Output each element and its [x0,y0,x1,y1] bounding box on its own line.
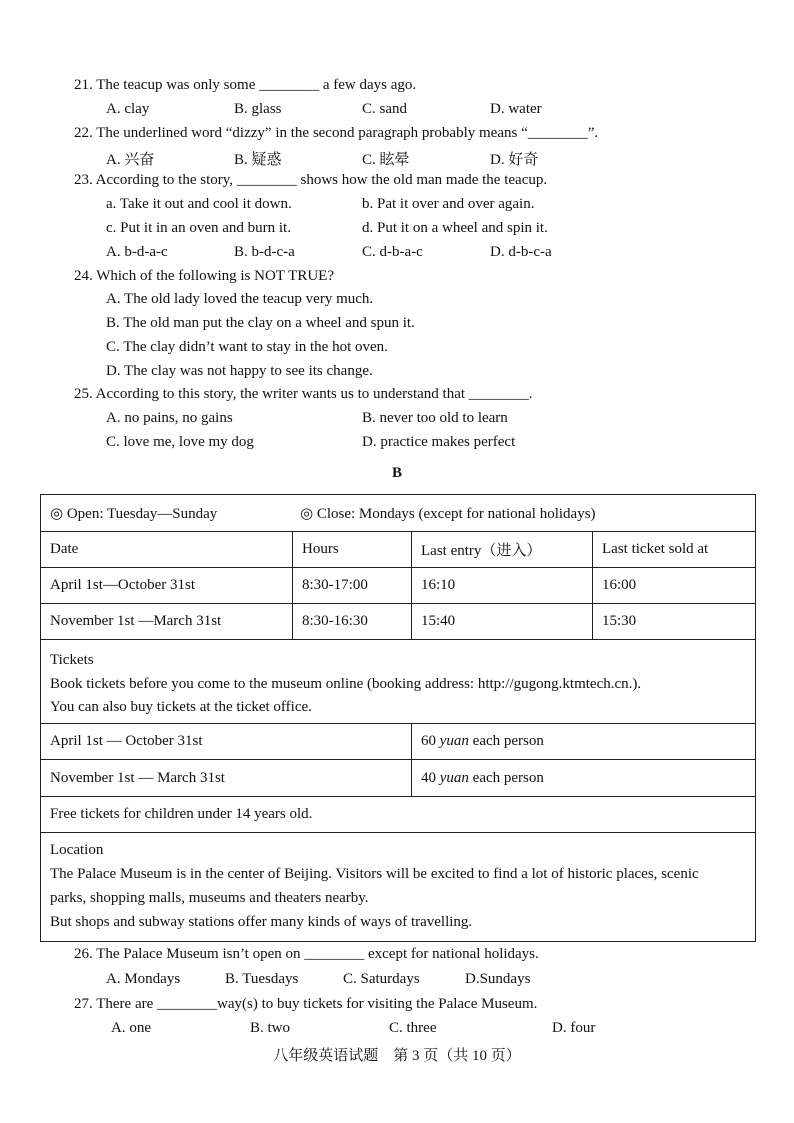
q23-option-b: B. b-d-c-a [234,244,295,260]
q23-step-d: d. Put it on a wheel and spin it. [362,220,548,236]
q24-option-c: C. The clay didn’t want to stay in the hot oven. [106,339,388,355]
q27-option-d: D. four [552,1020,596,1036]
question-26-stem: 26. The Palace Museum isn’t open on ________ except for national holidays. [74,946,539,962]
q26-option-a: A. Mondays [106,971,181,987]
q25-option-b: B. never too old to learn [362,410,508,426]
open-days: ◎ Open: Tuesday—Sunday [50,505,218,522]
price-unit: yuan [439,733,469,749]
q24-option-d: D. The clay was not happy to see its change. [106,363,373,379]
location-text-2: parks, shopping malls, museums and theaters nearby. [50,890,369,906]
row-hours: 8:30-17:00 [292,568,411,603]
row-last-entry: 16:10 [411,568,592,603]
q23-option-d: D. d-b-c-a [490,244,552,260]
q22-option-d: D. 好奇 [490,152,539,168]
price-period: November 1st — March 31st [50,769,225,786]
tickets-info-row [41,640,755,724]
price-value: 40 [421,769,436,786]
location-text-1: The Palace Museum is in the center of Beijing. Visitors will be excited to find a lot of historic places, scenic [50,866,699,882]
q24-option-a: A. The old lady loved the teacup very much. [106,291,374,307]
q21-option-b: B. glass [234,101,282,117]
row-last-entry: 15:40 [411,604,592,639]
price-each: each person [468,769,544,786]
tickets-booking-text: Book tickets before you come to the museum online (booking address: http://gugong.ktmtech.cn.). [50,676,642,692]
q25-option-a: A. no pains, no gains [106,410,233,426]
q21-option-c: C. sand [362,101,407,117]
museum-notice-table [40,494,756,942]
price-value: 60 [421,733,436,749]
q27-option-b: B. two [250,1020,291,1036]
q23-step-a: a. Take it out and cool it down. [106,196,292,212]
q23-option-c: C. d-b-a-c [362,244,423,260]
tickets-office-text: You can also buy tickets at the ticket office. [50,699,312,715]
q26-option-c: C. Saturdays [343,971,420,987]
q22-option-c: C. 眩晕 [362,152,410,168]
header-last-ticket: Last ticket sold at [592,532,755,567]
price-row [41,724,755,760]
question-21-stem: 21. The teacup was only some ________ a few days ago. [74,77,417,93]
price-row [41,760,755,797]
q25-option-c: C. love me, love my dog [106,434,254,450]
location-row [41,833,755,941]
q26-option-d: D.Sundays [465,971,531,987]
hours-header-row [41,532,755,568]
row-last-ticket: 15:30 [592,604,755,639]
q25-option-d: D. practice makes perfect [362,434,516,450]
price-amount [411,724,755,759]
row-last-ticket: 16:00 [592,568,755,603]
price-amount [411,760,755,796]
header-date: Date [50,541,79,557]
close-days: ◎ Close: Mondays (except for national holidays) [300,505,596,522]
location-text-3: But shops and subway stations offer many kinds of ways of travelling. [50,914,473,930]
header-hours: Hours [292,532,411,567]
q24-option-b: B. The old man put the clay on a wheel and spun it. [106,315,415,331]
question-24-stem: 24. Which of the following is NOT TRUE? [74,268,334,284]
q23-step-c: c. Put it in an oven and burn it. [106,220,291,236]
table-row [41,604,755,640]
question-23-stem: 23. According to the story, ________ shows how the old man made the teacup. [74,172,548,188]
price-each: each person [468,733,544,749]
row-hours: 8:30-16:30 [292,604,411,639]
table-row [41,568,755,604]
q27-option-a: A. one [111,1020,151,1036]
location-title: Location [50,842,104,858]
question-22-stem: 22. The underlined word “dizzy” in the second paragraph probably means “________”. [74,125,599,141]
q23-step-b: b. Pat it over and over again. [362,196,535,212]
q21-option-d: D. water [490,101,542,117]
question-25-stem: 25. According to this story, the writer wants us to understand that ________. [74,386,533,402]
q23-option-a: A. b-d-a-c [106,244,168,260]
price-period: April 1st — October 31st [50,733,203,749]
row-date: November 1st —March 31st [50,613,222,629]
free-tickets-row [41,797,755,833]
q27-option-c: C. three [389,1020,437,1036]
free-tickets-text: Free tickets for children under 14 years old. [50,806,313,822]
page-footer: 八年级英语试题 第 3 页（共 10 页） [273,1048,521,1064]
opening-row [41,495,755,532]
q26-option-b: B. Tuesdays [225,971,299,987]
q22-option-b: B. 疑惑 [234,152,282,168]
header-last-entry: Last entry（进入） [411,532,592,567]
row-date: April 1st—October 31st [50,577,195,593]
q22-option-a: A. 兴奋 [106,152,155,168]
q21-option-a: A. clay [106,101,150,117]
section-b-label: B [391,465,402,481]
price-unit: yuan [439,769,469,786]
question-27-stem: 27. There are ________way(s) to buy tickets for visiting the Palace Museum. [74,996,538,1012]
tickets-title: Tickets [50,652,94,668]
